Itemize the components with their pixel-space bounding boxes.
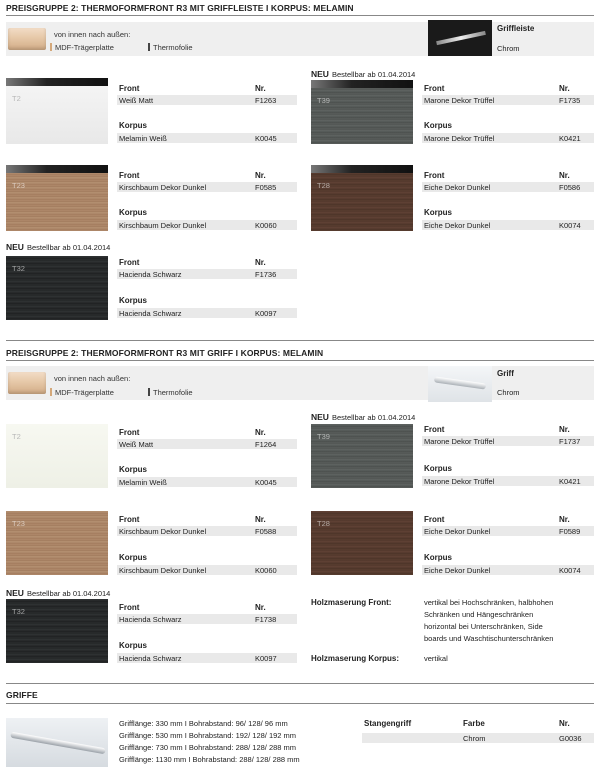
section2-top-rule	[6, 340, 594, 341]
new-badge: NEU Bestellbar ab 01.04.2014	[6, 242, 111, 252]
grain-korpus-value: vertikal	[424, 654, 448, 663]
korpus-value: Melamin Weiß	[119, 134, 167, 143]
grain-front-label: Holzmaserung Front:	[311, 598, 392, 607]
section1-rule	[6, 15, 594, 16]
korpus-value: Eiche Dekor Dunkel	[424, 221, 491, 230]
material-sample-icon	[8, 372, 46, 394]
layer-color-icon	[50, 43, 52, 51]
new-badge: NEU Bestellbar ab 01.04.2014	[311, 412, 416, 422]
korpus-nr: K0421	[559, 134, 581, 143]
swatch-edge	[311, 80, 413, 88]
swatch-t39: T39	[311, 88, 413, 144]
layer-color-icon	[50, 388, 52, 396]
swatch-t23: T23	[6, 511, 108, 575]
swatch-t39: T39	[311, 424, 413, 488]
korpus-label: Korpus	[424, 464, 452, 473]
grain-front-line: vertikal bei Hochschränken, halbhohen	[424, 598, 554, 607]
farbe-label: Farbe	[463, 719, 485, 728]
swatch-t2: T2	[6, 424, 108, 488]
korpus-nr: K0045	[255, 478, 277, 487]
griff-image	[428, 366, 492, 402]
front-label: Front	[119, 515, 140, 524]
front-label: Front	[119, 171, 140, 180]
front-label: Front	[119, 84, 140, 93]
griffe-line: Grifflänge: 530 mm I Bohrabstand: 192/ 128/ 192 mm	[119, 731, 297, 740]
korpus-nr: K0074	[559, 566, 581, 575]
section1-title: PREISGRUPPE 2: THERMOFORMFRONT R3 MIT GRIFFLEISTE I KORPUS: MELAMIN	[6, 3, 354, 13]
front-nr: F0589	[559, 527, 581, 536]
front-nr: F1264	[255, 440, 277, 449]
griffe-rule	[6, 703, 594, 704]
korpus-nr: K0060	[255, 566, 277, 575]
front-label: Front	[119, 258, 140, 267]
front-nr: F1738	[255, 615, 277, 624]
griffe-nr-value: G0036	[559, 734, 582, 743]
front-value: Kirschbaum Dekor Dunkel	[119, 527, 207, 536]
korpus-value: Marone Dekor Trüffel	[424, 134, 495, 143]
korpus-value: Kirschbaum Dekor Dunkel	[119, 221, 207, 230]
front-value: Hacienda Schwarz	[119, 270, 182, 279]
korpus-label: Korpus	[119, 641, 147, 650]
swatch-t2: T2	[6, 86, 108, 144]
new-badge: NEU Bestellbar ab 01.04.2014	[6, 588, 111, 598]
layer-color-icon	[148, 43, 150, 51]
material-layer2: Thermofolie	[148, 43, 193, 52]
material-layer1: MDF-Trägerplatte	[50, 388, 114, 397]
swatch-t28: T28	[311, 173, 413, 231]
handle-color: Chrom	[497, 388, 520, 397]
nr-label: Nr.	[559, 515, 570, 524]
korpus-value: Melamin Weiß	[119, 478, 167, 487]
swatch-t32: T32	[6, 599, 108, 663]
korpus-nr: K0074	[559, 221, 581, 230]
nr-label: Nr.	[559, 84, 570, 93]
griffe-line: Grifflänge: 1130 mm I Bohrabstand: 288/ 128/ 288 mm	[119, 755, 300, 764]
handle-color: Chrom	[497, 44, 520, 53]
korpus-label: Korpus	[424, 553, 452, 562]
swatch-t23: T23	[6, 173, 108, 231]
grain-korpus-label: Holzmaserung Korpus:	[311, 654, 400, 663]
griffe-top-rule	[6, 683, 594, 684]
korpus-label: Korpus	[119, 465, 147, 474]
new-badge: NEU Bestellbar ab 01.04.2014	[311, 69, 416, 79]
korpus-label: Korpus	[424, 208, 452, 217]
section2-rule	[6, 360, 594, 361]
front-value: Eiche Dekor Dunkel	[424, 527, 491, 536]
swatch-edge	[311, 165, 413, 173]
nr-label: Nr.	[559, 719, 570, 728]
korpus-value: Kirschbaum Dekor Dunkel	[119, 566, 207, 575]
front-label: Front	[119, 603, 140, 612]
korpus-nr: K0045	[255, 134, 277, 143]
korpus-nr: K0421	[559, 477, 581, 486]
front-label: Front	[424, 515, 445, 524]
front-nr: F1735	[559, 96, 581, 105]
korpus-value: Hacienda Schwarz	[119, 309, 182, 318]
front-nr: F0585	[255, 183, 277, 192]
grain-front-line: Schränken und Hängeschränken	[424, 610, 534, 619]
korpus-nr: K0097	[255, 309, 277, 318]
front-value: Weiß Matt	[119, 440, 154, 449]
swatch-edge	[6, 165, 108, 173]
front-nr: F1263	[255, 96, 277, 105]
nr-label: Nr.	[255, 258, 266, 267]
material-layer1: MDF-Trägerplatte	[50, 43, 114, 52]
griffe-title: GRIFFE	[6, 690, 38, 700]
material-note: von innen nach außen:	[54, 374, 131, 383]
korpus-nr: K0060	[255, 221, 277, 230]
nr-label: Nr.	[255, 515, 266, 524]
nr-label: Nr.	[255, 171, 266, 180]
front-nr: F1737	[559, 437, 581, 446]
material-note: von innen nach außen:	[54, 30, 131, 39]
front-label: Front	[119, 428, 140, 437]
swatch-t28: T28	[311, 511, 413, 575]
griffleiste-image	[428, 20, 492, 56]
front-value: Eiche Dekor Dunkel	[424, 183, 491, 192]
korpus-nr: K0097	[255, 654, 277, 663]
griffe-line: Grifflänge: 730 mm I Bohrabstand: 288/ 128/ 288 mm	[119, 743, 297, 752]
front-value: Hacienda Schwarz	[119, 615, 182, 624]
nr-label: Nr.	[559, 171, 570, 180]
korpus-label: Korpus	[119, 553, 147, 562]
korpus-label: Korpus	[119, 121, 147, 130]
front-value: Weiß Matt	[119, 96, 154, 105]
front-label: Front	[424, 171, 445, 180]
front-nr: F1736	[255, 270, 277, 279]
korpus-label: Korpus	[119, 208, 147, 217]
nr-label: Nr.	[255, 603, 266, 612]
front-label: Front	[424, 84, 445, 93]
front-nr: F0586	[559, 183, 581, 192]
nr-label: Nr.	[559, 425, 570, 434]
material-sample-icon	[8, 28, 46, 50]
front-nr: F0588	[255, 527, 277, 536]
grain-front-line: boards und Waschtischunterschränken	[424, 634, 554, 643]
handle-name: Griffleiste	[497, 24, 535, 33]
griffe-farbe-value: Chrom	[463, 734, 486, 743]
korpus-value: Marone Dekor Trüffel	[424, 477, 495, 486]
swatch-edge	[6, 78, 108, 86]
korpus-label: Korpus	[119, 296, 147, 305]
stangengriff-image	[6, 718, 108, 767]
nr-label: Nr.	[255, 428, 266, 437]
nr-label: Nr.	[255, 84, 266, 93]
grain-front-line: horizontal bei Unterschränken, Side	[424, 622, 543, 631]
front-value: Marone Dekor Trüffel	[424, 437, 495, 446]
swatch-t32: T32	[6, 256, 108, 320]
front-value: Marone Dekor Trüffel	[424, 96, 495, 105]
korpus-label: Korpus	[424, 121, 452, 130]
stangengriff-label: Stangengriff	[364, 719, 412, 728]
handle-name: Griff	[497, 369, 514, 378]
korpus-value: Hacienda Schwarz	[119, 654, 182, 663]
griffe-line: Grifflänge: 330 mm I Bohrabstand: 96/ 128/ 96 mm	[119, 719, 288, 728]
section2-title: PREISGRUPPE 2: THERMOFORMFRONT R3 MIT GRIFF I KORPUS: MELAMIN	[6, 348, 324, 358]
layer-color-icon	[148, 388, 150, 396]
material-layer2: Thermofolie	[148, 388, 193, 397]
front-value: Kirschbaum Dekor Dunkel	[119, 183, 207, 192]
front-label: Front	[424, 425, 445, 434]
korpus-value: Eiche Dekor Dunkel	[424, 566, 491, 575]
